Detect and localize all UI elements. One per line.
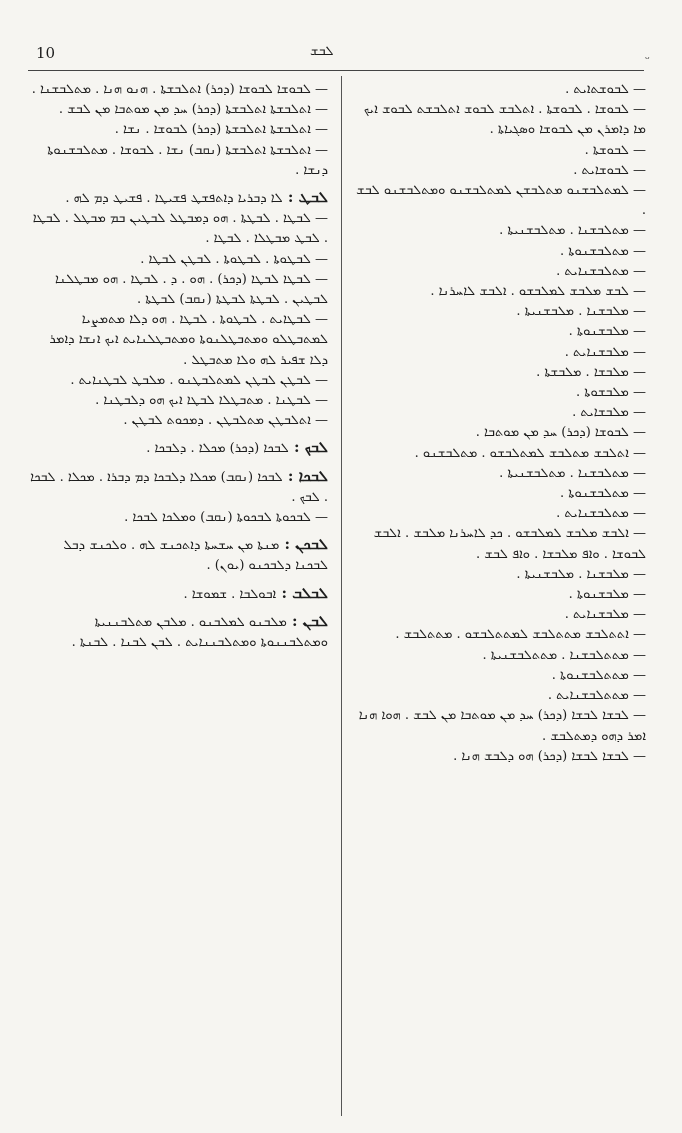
dictionary-entry: — ܡܠܒܫܢܘܬܐ .: [568, 587, 646, 603]
entry-text: — ܠܒܟܘܬܐ ܠܒܟܘܬܐ (ܢܩܒ) ܘܡܠܟܐ ܠܒܟܐ .: [124, 510, 328, 526]
entry-text: — ܐܬܠܒܛܢ ܡܬܠܒܛܢ . ܕܡܟܘܬ ܠܒܛܢ .: [123, 413, 328, 429]
entry-text: — ܐܬܠܒܫܬܐ ܐܬܠܒܫܬܐ (ܕܟܪ) ܠܒܘܫܐ . ܢܫܐ .: [114, 122, 328, 138]
running-head: ܠܒܫ: [310, 44, 334, 59]
dictionary-entry: — ܠܒܫܐ ܠܒܫܐ (ܕܟܪ) ܚܕ ܡܢ ܡܘܬܒܐ ܡܢ ܠܒܫ . ܗܘܐ ܗܢܐ ܐܡܪ ܕܗܘ ܕܡܬܠܒܫ .: [358, 708, 646, 744]
entry-text: — ܠܒܛܢܐ . ܡܬܒܛܠܐ ܠܒܛܐ ܐܝܟ ܗܘ ܕܠܒܛܢܐ .: [95, 393, 328, 409]
headword: ܠܒܢ :: [286, 611, 328, 630]
entry-text: — ܠܒܘܫܐ ܠܒܘܫܐ (ܕܟܪ) ܐܬܠܒܫܬܐ . ܗܢܘ ܗܢܐ . ܡܬܠܒܫܢܐ .: [31, 82, 328, 97]
page-header: [0, 0, 682, 66]
headword: ܠܒܟܐ :: [282, 466, 328, 485]
dictionary-entry: [30, 310, 328, 371]
dictionary-entry: — ܡܬܠܒܫܢܐܝܬ .: [556, 506, 646, 522]
dictionary-entry: — ܡܬܬܠܒܫܢܘܬܐ .: [551, 667, 646, 683]
left-column: [30, 80, 328, 653]
dictionary-entry: — ܠܒܫ ܡܠܒܫ ܠܡܠܒܫܘ . ܐܠܒܫ ܠܐܚܪܢܐ .: [430, 284, 646, 300]
dictionary-entry: — ܐܬܬܠܒܫ ܡܬܬܠܒܫ ܠܡܬܬܠܒܫܘ . ܡܬܬܠܒܫ .: [395, 627, 646, 643]
dictionary-entry: — ܡܬܠܒܫܢܐ . ܡܬܠܒܫܢܝܬܐ .: [499, 223, 646, 239]
dictionary-entry: [30, 141, 328, 181]
dictionary-entry: — ܡܬܬܠܒܫܢܐ . ܡܬܬܠܒܫܢܝܬܐ .: [482, 647, 646, 663]
dictionary-entry: — ܠܒܘܫܬܐܝܬ .: [565, 82, 646, 97]
dictionary-entry: [30, 411, 328, 431]
dictionary-entry: [30, 371, 328, 391]
dictionary-entry: — ܡܠܒܫܢܐܝܬ .: [564, 344, 646, 360]
entry-text: ܡܢܬܐ ܡܢ ܚܫܚܬܐ ܕܐܬܟܢܫ ܠܗ . ܘܠܟܢܫ ܕܒܠ ܠܒܟܢܐ ܕܠܒܟܢܘ (ܝܘܢ) .: [63, 538, 328, 574]
entry-text: — ܐܬܠܒܫܬܐ ܐܬܠܒܫܬܐ (ܕܟܪ) ܚܕ ܡܢ ܡܘܬܒܐ ܡܢ ܠܒܫ .: [58, 102, 328, 118]
headword: ܠܒܟ :: [288, 438, 328, 457]
headword-entry: [30, 437, 328, 459]
dictionary-entry: — ܠܡܬܠܒܫܢܘ ܡܬܠܒܫܢ ܠܡܬܠܒܫܢܘ ܘܡܬܠܒܫܢܘ ܠܒܫ .: [356, 183, 646, 219]
entry-text: ܠܐ ܕܒܪܝܐ ܕܐܬܦܫܛ ܦܫܝܛܐ . ܦܫܝܛ ܕܡ ܠܗ .: [65, 191, 283, 207]
dictionary-entry: [30, 80, 328, 100]
dictionary-entry: [30, 508, 328, 528]
headword: ܠܒܠܒ :: [276, 583, 328, 602]
entry-text: — ܠܒܛܐܝܬ . ܠܒܛܘܬܐ . ܠܒܛܐ . ܗܘ ܕܠܐ ܡܬܡܨܝܐ ܠܡܬܒܛܠܘ ܘܡܬܒܛܠܢܘܬܐ ܘܡܬܒܛܠܢܐܝܬ ܐܝܟ ܐܢܫܐ ܕܐܡܪ ܕܠܐ ܫܦܝܪ ܠܗ ܘܠܐ ܡܬܒܛܠ .: [49, 312, 328, 368]
right-column: [354, 80, 646, 767]
entry-text: ܡܠܒܢܘ ܠܡܠܒܢܘ . ܡܠܒܢ ܡܬܠܒܢܢܝܬܐ ܘܡܬܠܒܢܢܘܬܐ ܘܡܬܠܒܢܢܐܝܬ . ܠܒܢ ܠܒܢܐ . ܠܒܢܬܐ .: [71, 614, 328, 651]
dictionary-entry: [30, 250, 328, 270]
dictionary-entry: [30, 120, 328, 140]
dictionary-entry: — ܡܠܒܫܢܐܝܬ .: [564, 607, 646, 623]
dictionary-entry: — ܡܠܒܫܢܘܬܐ .: [568, 324, 646, 340]
dictionary-entry: — ܡܠܒܫܢܐ . ܡܠܒܫܢܝܬܐ .: [516, 566, 646, 582]
dictionary-entry: — ܡܬܠܒܫܢܘܬܐ .: [560, 243, 646, 259]
dictionary-entry: [30, 209, 328, 249]
headword-entry: [30, 466, 328, 508]
corner-mark: ᵕ: [645, 52, 650, 66]
page-number: 10: [36, 44, 56, 62]
dictionary-entry: — ܡܬܬܠܒܫܢܐܝܬ .: [547, 688, 646, 704]
entry-text: — ܠܒܛܐ ܠܒܛܐ (ܕܟܪ) . ܗܘ . ܕ . ܠܒܛܐ . ܗܘ ܡܒܛܠܢܐ ܠܒܛܝܢ . ܠܒܛܬܐ ܠܒܛܬܐ (ܢܩܒ) ܠܒܛܬܐ .: [55, 271, 328, 308]
entry-text: — ܠܒܛܢ ܠܒܛܢ ܠܡܬܠܒܛܢܘ . ܡܠܒܛ ܠܒܛܢܐܝܬ .: [70, 372, 328, 388]
headword: ܠܒܟܢ :: [279, 535, 328, 554]
entry-text: — ܐܬܠܒܫܬܐ ܐܬܠܒܫܬܐ (ܢܩܒ) ܢܫܐ . ܠܒܘܫܐ . ܡܬܠܒܫܢܘܬܐ ܕܢܫܐ .: [47, 142, 328, 178]
dictionary-entry: — ܡܠܒܫܢܐ . ܡܠܒܫܢܝܬܐ .: [516, 304, 646, 320]
dictionary-entry: — ܡܬܠܒܫܢܐ . ܡܬܠܒܫܢܝܬܐ .: [499, 465, 646, 481]
headword-entry: [30, 187, 328, 209]
entry-text: ܐܒܘܠܒܐ . ܫܡܘܫܐ .: [183, 586, 277, 602]
dictionary-entry: — ܠܒܘܫܐܝܬ .: [573, 162, 646, 178]
header-rule: [28, 70, 644, 71]
dictionary-entry: — ܡܬܠܒܫܢܐܝܬ .: [556, 263, 646, 279]
dictionary-entry: — ܐܠܒܫ ܡܠܒܫ ܠܡܠܒܫܘ . ܟܕ ܠܐܚܪܢܐ ܡܠܒܫ . ܐܠܒܫ ܠܒܘܫܐ . ܘܐܦ ܡܠܒܫܐ . ܘܐܦ ܠܒܫ .: [373, 526, 646, 562]
dictionary-entry: — ܠܒܘܫܐ (ܕܟܪ) ܚܕ ܡܢ ܡܘܬܒܐ .: [475, 425, 646, 441]
dictionary-entry: — ܡܠܒܫܐ . ܡܠܒܫܬܐ .: [536, 364, 646, 380]
dictionary-entry: — ܡܠܒܫܐܝܬ .: [572, 405, 646, 421]
column-divider: [341, 76, 342, 1116]
dictionary-entry: [30, 391, 328, 411]
entry-text: — ܠܒܛܐ . ܠܒܛܬܐ . ܗܘ ܕܡܒܛܠ ܠܒܛܝܢ ܒܡ ܡܒܛܠ . ܠܒܛܐ . ܠܒܛ ܡܒܛܠܐ . ܠܒܛܐ .: [32, 211, 328, 247]
headword-entry: [30, 611, 328, 653]
entry-text: — ܠܒܛܘܬܐ . ܠܒܛܘܬܐ . ܠܒܛܢ ܠܒܛܐ .: [140, 251, 328, 267]
entry-text: ܠܒܟܐ (ܕܟܪ) ܡܟܠܐ . ܕܠܒܟܐ .: [146, 441, 289, 457]
dictionary-entry: — ܐܬܠܒܫ ܡܬܠܒܫ ܠܡܬܠܒܫܘ . ܡܬܠܒܫܢܘ .: [414, 445, 646, 461]
dictionary-entry: [30, 100, 328, 120]
dictionary-entry: — ܡܬܠܒܫܢܘܬܐ .: [560, 486, 646, 502]
headword-entry: [30, 583, 328, 605]
dictionary-entry: — ܠܒܘܫܬܐ .: [584, 142, 646, 158]
dictionary-entry: — ܡܠܒܫܘܬܐ .: [575, 385, 646, 401]
dictionary-entry: — ܠܒܫܐ ܠܒܫܐ (ܕܟܪ) ܗܘ ܕܠܒܫ ܗܢܐ .: [453, 748, 646, 764]
headword-entry: [30, 534, 328, 576]
entry-text: ܠܒܟܐ (ܢܩܒ) ܡܟܠܐ ܕܠܒܟܐ ܕܡ ܕܒܪܐ . ܡܟܠܐ . ܠܒܟܐ . ܠܒܟ .: [30, 469, 328, 505]
headword: ܠܒܛ :: [282, 188, 328, 207]
dictionary-entry: — ܠܒܘܫܐ . ܠܒܘܫܬܐ . ܐܬܠܒܫ ܠܒܘܫ ܐܬܠܒܫܬ ܠܒܘܫ ܐܝܟ ܡܐ ܕܐܡܪܢ ܡܢ ܠܒܘܫܐ ܘܣܓܝܐܬܐ .: [363, 102, 646, 138]
dictionary-entry: [30, 270, 328, 310]
